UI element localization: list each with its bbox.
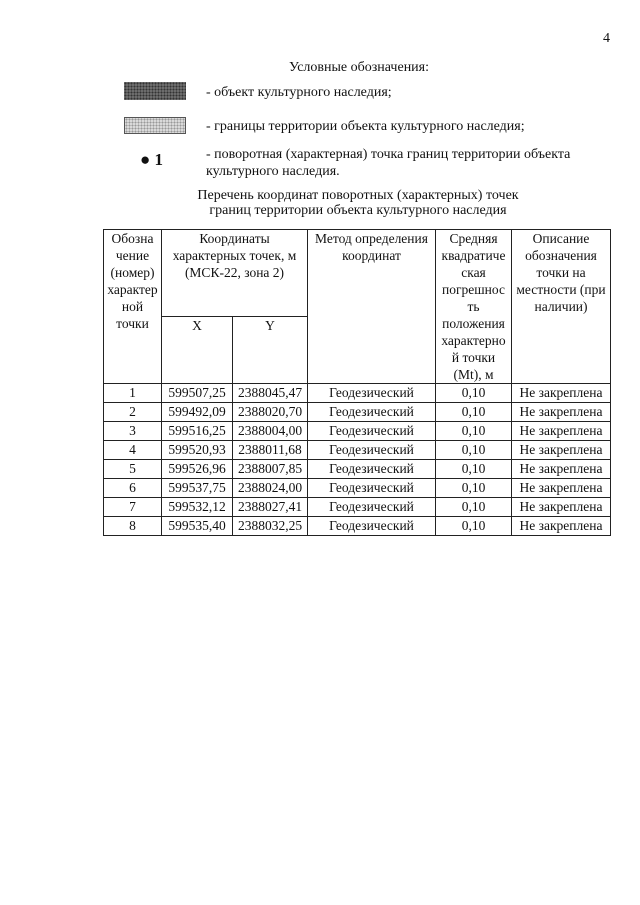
cell-method: Геодезический [308,384,436,403]
cell-y: 2388020,70 [233,403,308,422]
page-number: 4 [603,31,610,46]
cell-point-number: 3 [104,422,162,441]
cell-method: Геодезический [308,403,436,422]
table-row [104,517,611,536]
cell-description: Не закреплена [512,517,611,536]
cell-description: Не закреплена [512,479,611,498]
cell-x: 599507,25 [162,384,233,403]
table-row [104,441,611,460]
table-row [104,422,611,441]
cell-x: 599535,40 [162,517,233,536]
turning-point-marker-icon: ● 1 [140,150,164,169]
cell-x: 599492,09 [162,403,233,422]
header-accuracy: Средняя квадратиче ская погрешнос ть положения характерно й точки (Mt), м [436,230,512,384]
cell-point-number: 1 [104,384,162,403]
cell-y: 2388011,68 [233,441,308,460]
table-row [104,479,611,498]
table-title-line: Перечень координат поворотных (характерных) точек [197,188,519,203]
cell-point-number: 6 [104,479,162,498]
cell-accuracy: 0,10 [436,384,512,403]
cell-point-number: 2 [104,403,162,422]
legend-title: Условные обозначения: [288,60,430,75]
cell-y: 2388045,47 [233,384,308,403]
cell-x: 599537,75 [162,479,233,498]
cell-description: Не закреплена [512,384,611,403]
table-row [104,403,611,422]
header-y: Y [233,317,308,384]
cell-description: Не закреплена [512,422,611,441]
cell-accuracy: 0,10 [436,517,512,536]
cell-accuracy: 0,10 [436,498,512,517]
cell-x: 599520,93 [162,441,233,460]
legend-item-text: - границы территории объекта культурного наследия; [206,119,525,134]
cell-point-number: 8 [104,517,162,536]
legend-item-text: - объект культурного наследия; [206,85,392,100]
header-coordinates: Координаты характерных точек, м (МСК-22, зона 2) [162,230,308,317]
cell-y: 2388004,00 [233,422,308,441]
cell-y: 2388024,00 [233,479,308,498]
cell-x: 599526,96 [162,460,233,479]
territory-boundary-swatch-icon [124,117,186,134]
header-method: Метод определения координат [308,230,436,384]
table-title [0,188,640,218]
cell-point-number: 5 [104,460,162,479]
cell-method: Геодезический [308,441,436,460]
cell-accuracy: 0,10 [436,422,512,441]
cell-description: Не закреплена [512,498,611,517]
coordinates-table [103,229,611,536]
table-row [104,498,611,517]
cell-method: Геодезический [308,422,436,441]
cell-point-number: 7 [104,498,162,517]
header-x: X [162,317,233,384]
cell-y: 2388032,25 [233,517,308,536]
cell-method: Геодезический [308,517,436,536]
cell-x: 599532,12 [162,498,233,517]
cell-description: Не закреплена [512,403,611,422]
header-description: Описание обозначения точки на местности (при наличии) [512,230,611,384]
table-row [104,384,611,403]
cell-y: 2388027,41 [233,498,308,517]
cell-x: 599516,25 [162,422,233,441]
cell-accuracy: 0,10 [436,479,512,498]
table-title-line: границ территории объекта культурного наследия [209,203,507,218]
cultural-heritage-object-swatch-icon [124,82,186,100]
cell-method: Геодезический [308,460,436,479]
cell-y: 2388007,85 [233,460,308,479]
cell-description: Не закреплена [512,441,611,460]
cell-accuracy: 0,10 [436,460,512,479]
header-point-number: Обозна чение (номер) характер ной точки [104,230,162,384]
cell-point-number: 4 [104,441,162,460]
table-row [104,460,611,479]
cell-method: Геодезический [308,479,436,498]
cell-accuracy: 0,10 [436,441,512,460]
cell-accuracy: 0,10 [436,403,512,422]
cell-method: Геодезический [308,498,436,517]
legend-item-text: - поворотная (характерная) точка границ территории объекта культурного наследия. [206,147,571,179]
cell-description: Не закреплена [512,460,611,479]
